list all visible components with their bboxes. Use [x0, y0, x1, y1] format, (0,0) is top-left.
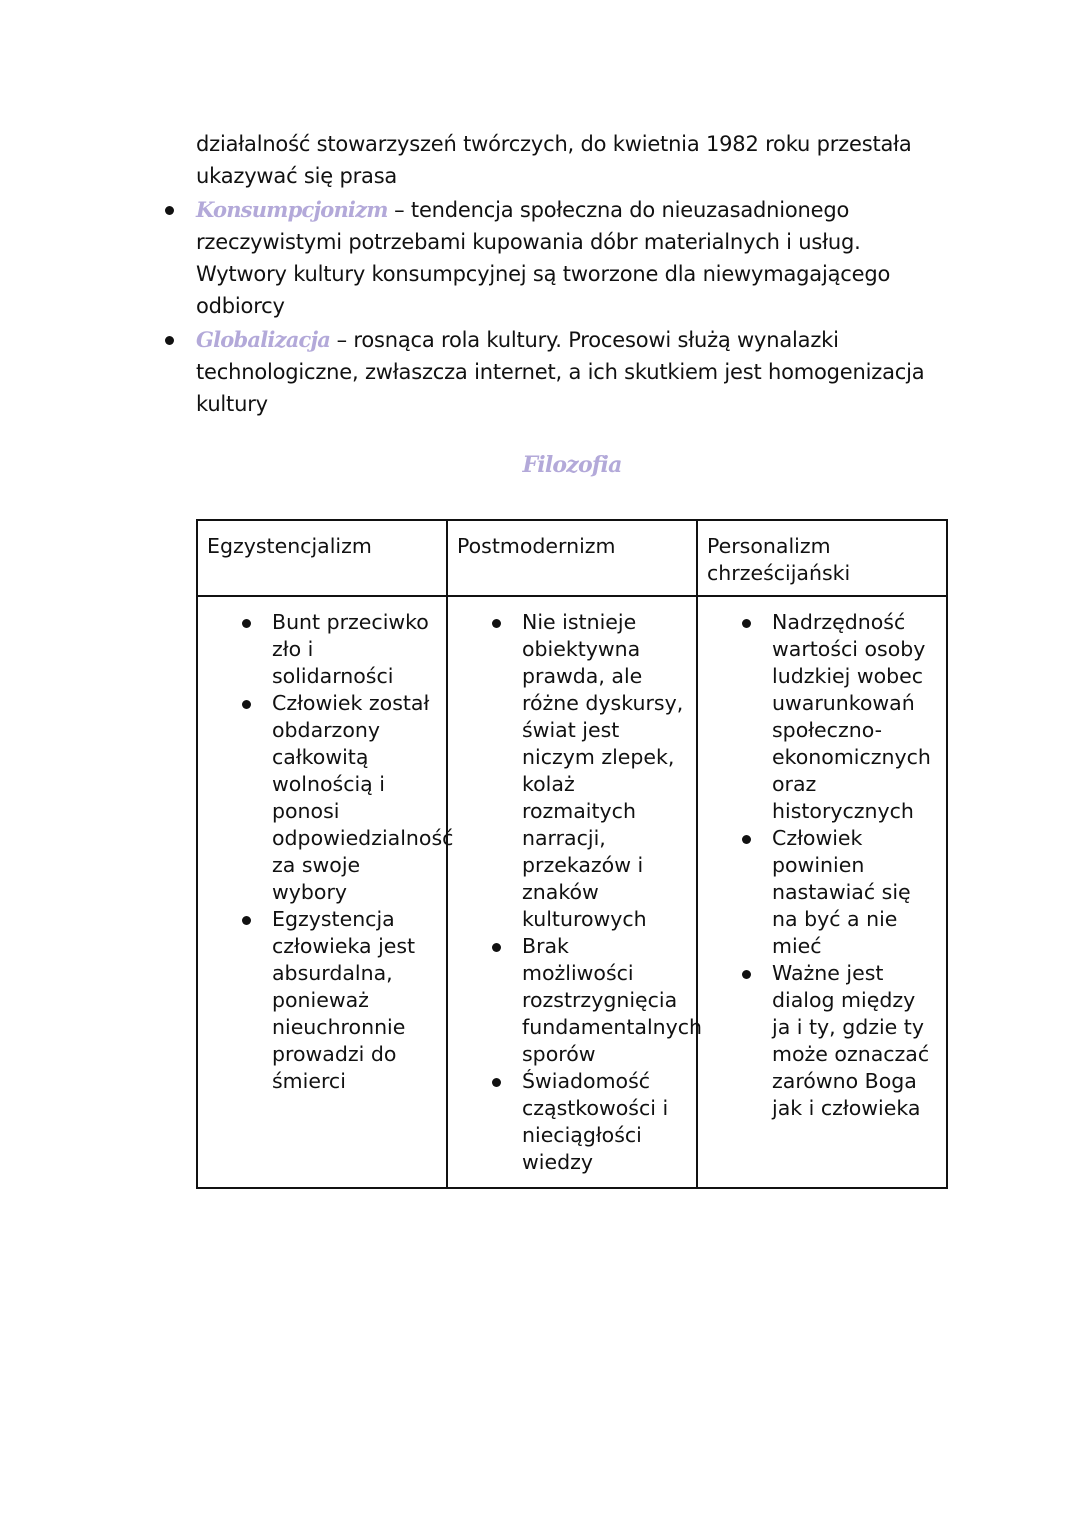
definition-term: Globalizacja — [196, 327, 331, 352]
column-header-personalizm: Personalizm chrześcijański — [697, 520, 947, 596]
column-header-postmodernizm: Postmodernizm — [447, 520, 697, 596]
list-item: Bunt przeciwko zło i solidarności — [272, 609, 436, 690]
definition-separator: – — [330, 328, 354, 352]
philosophy-table — [196, 519, 948, 1189]
intro-continuation — [196, 128, 956, 192]
bullet-list — [448, 609, 703, 1176]
definition-text — [196, 194, 956, 322]
bullet-list — [198, 609, 454, 1095]
definition-body: tendencja społeczna do nieuzasadnionego rzeczywistymi potrzebami kupowania dóbr materialnych i usług. Wytwory kultury konsumpcyjnej są tworzone dla niewymagającego odbiorcy — [196, 198, 891, 318]
definition-text — [196, 324, 956, 420]
table-cell-personalizm — [697, 596, 947, 1188]
section-title: Filozofia — [522, 452, 622, 478]
list-item: Brak możliwości rozstrzygnięcia fundamentalnych sporów — [522, 934, 703, 1066]
list-item: Człowiek został obdarzony całkowitą wolnością i ponosi odpowiedzialność za swoje wybory — [272, 691, 454, 904]
intro-line: ukazywać się prasa — [196, 164, 398, 188]
list-item: Świadomość cząstkowości i nieciągłości wiedzy — [522, 1068, 686, 1176]
definition-term: Konsumpcjonizm — [196, 197, 388, 222]
table-header-row — [197, 520, 947, 596]
table-cell-egzystencjalizm — [197, 596, 454, 1188]
bullet-icon — [165, 206, 174, 215]
intro-line: działalność stowarzyszeń twórczych, do kwietnia 1982 roku przestała — [196, 132, 912, 156]
column-header-egzystencjalizm: Egzystencjalizm — [197, 520, 447, 596]
list-item: Ważne jest dialog między ja i ty, gdzie ty może oznaczać zarówno Boga jak i człowieka — [772, 960, 936, 1122]
definition-body: rosnąca rola kultury. Procesowi służą wynalazki technologiczne, zwłaszcza internet, a ich skutkiem jest homogenizacja kultury — [196, 328, 925, 416]
list-item: Nadrzędność wartości osoby ludzkiej wobec uwarunkowań społeczno-ekonomicznych oraz historycznych — [772, 609, 936, 825]
table-row — [197, 596, 947, 1188]
list-item: Nie istnieje obiektywna prawda, ale różne dyskursy, świat jest niczym zlepek, kolaż rozmaitych narracji, przekazów i znaków kulturowych — [522, 609, 686, 933]
list-item: Człowiek powinien nastawiać się na być a nie mieć — [772, 825, 936, 960]
bullet-list — [698, 609, 936, 1122]
definition-separator: – — [387, 198, 411, 222]
list-item: Egzystencja człowieka jest absurdalna, ponieważ nieuchronnie prowadzi do śmierci — [272, 906, 436, 1095]
bullet-icon — [165, 336, 174, 345]
table-cell-postmodernizm — [447, 596, 703, 1188]
